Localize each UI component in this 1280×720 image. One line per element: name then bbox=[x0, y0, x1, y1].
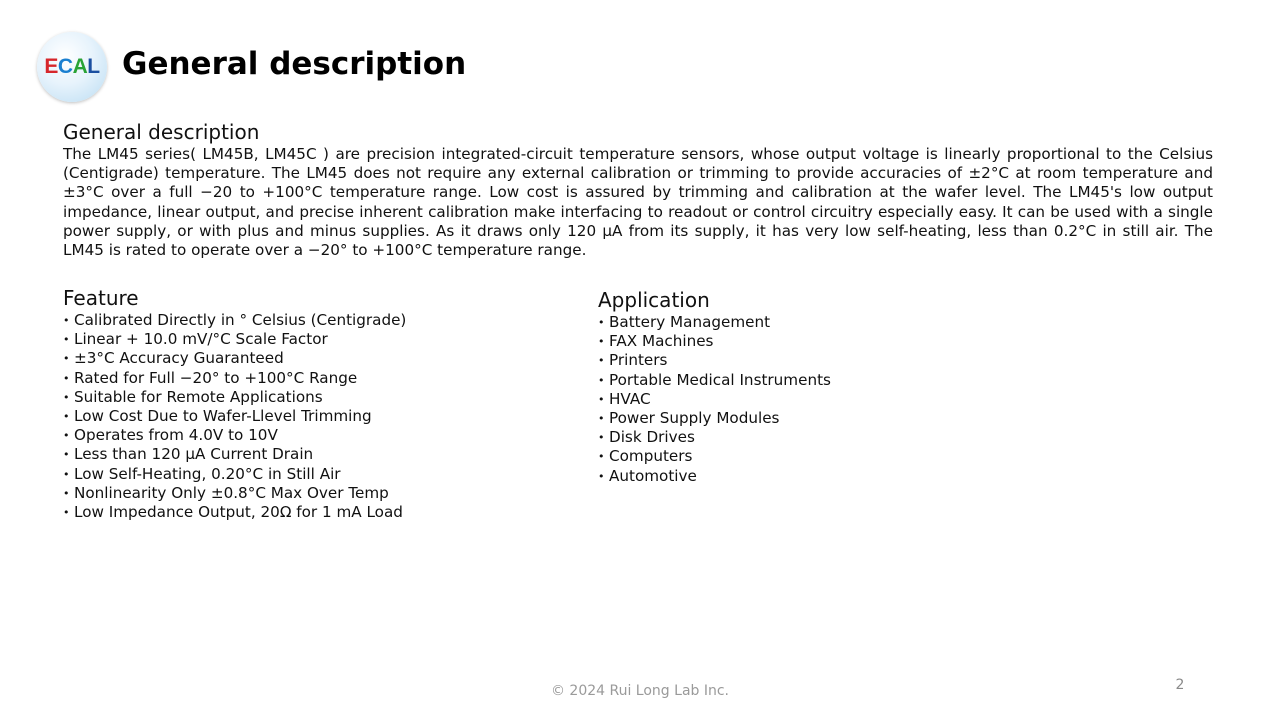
feature-item: • Rated for Full −20° to +100°C Range bbox=[63, 369, 406, 388]
application-item: • Power Supply Modules bbox=[598, 409, 831, 428]
copyright-footer: © 2024 Rui Long Lab Inc. bbox=[550, 683, 730, 699]
application-item: • Automotive bbox=[598, 467, 831, 486]
feature-item: • ±3°C Accuracy Guaranteed bbox=[63, 349, 406, 368]
feature-heading: Feature bbox=[63, 286, 139, 310]
application-item: • Disk Drives bbox=[598, 428, 831, 447]
description-body: The LM45 series( LM45B, LM45C ) are precision integrated-circuit temperature sensors, whose output voltage is linearly proportional to the Celsius (Centigrade) temperature. The LM45 does not require any external calibration or trimming to provide accuracies of ±2°C at room temperature and ±3°C over a full −20 to +100°C temperature range. Low cost is assured by trimming and calibration at the wafer level. The LM45's low output impedance, linear output, and precise inherent calibration make interfacing to readout or control circuitry especially easy. It can be used with a single power supply, or with plus and minus supplies. As it draws only 120 μA from its supply, it has very low self-heating, less than 0.2°C in still air. The LM45 is rated to operate over a −20° to +100°C temperature range. bbox=[63, 145, 1213, 260]
application-item: • Portable Medical Instruments bbox=[598, 371, 831, 390]
feature-item: • Suitable for Remote Applications bbox=[63, 388, 406, 407]
application-item: • Printers bbox=[598, 351, 831, 370]
feature-item: • Calibrated Directly in ° Celsius (Centigrade) bbox=[63, 311, 406, 330]
application-item: • Battery Management bbox=[598, 313, 831, 332]
feature-item: • Operates from 4.0V to 10V bbox=[63, 426, 406, 445]
feature-item: • Low Cost Due to Wafer-Llevel Trimming bbox=[63, 407, 406, 426]
feature-item: • Less than 120 μA Current Drain bbox=[63, 445, 406, 464]
logo-letter-e: E bbox=[44, 55, 58, 78]
application-item: • HVAC bbox=[598, 390, 831, 409]
application-item: • FAX Machines bbox=[598, 332, 831, 351]
feature-item: • Nonlinearity Only ±0.8°C Max Over Temp bbox=[63, 484, 406, 503]
logo-letter-l: L bbox=[87, 55, 100, 78]
feature-item: • Low Impedance Output, 20Ω for 1 mA Load bbox=[63, 503, 406, 522]
feature-item: • Low Self-Heating, 0.20°C in Still Air bbox=[63, 465, 406, 484]
application-item: • Computers bbox=[598, 447, 831, 466]
feature-item: • Linear + 10.0 mV/°C Scale Factor bbox=[63, 330, 406, 349]
page-number: 2 bbox=[1175, 677, 1185, 693]
logo-letter-c: C bbox=[57, 55, 73, 78]
logo-text bbox=[44, 55, 99, 79]
description-heading: General description bbox=[63, 120, 260, 144]
company-logo bbox=[37, 32, 107, 102]
application-heading: Application bbox=[598, 288, 710, 312]
logo-letter-a: A bbox=[72, 55, 88, 78]
feature-list bbox=[63, 311, 406, 522]
page-title: General description bbox=[122, 46, 467, 82]
application-list bbox=[598, 313, 831, 486]
